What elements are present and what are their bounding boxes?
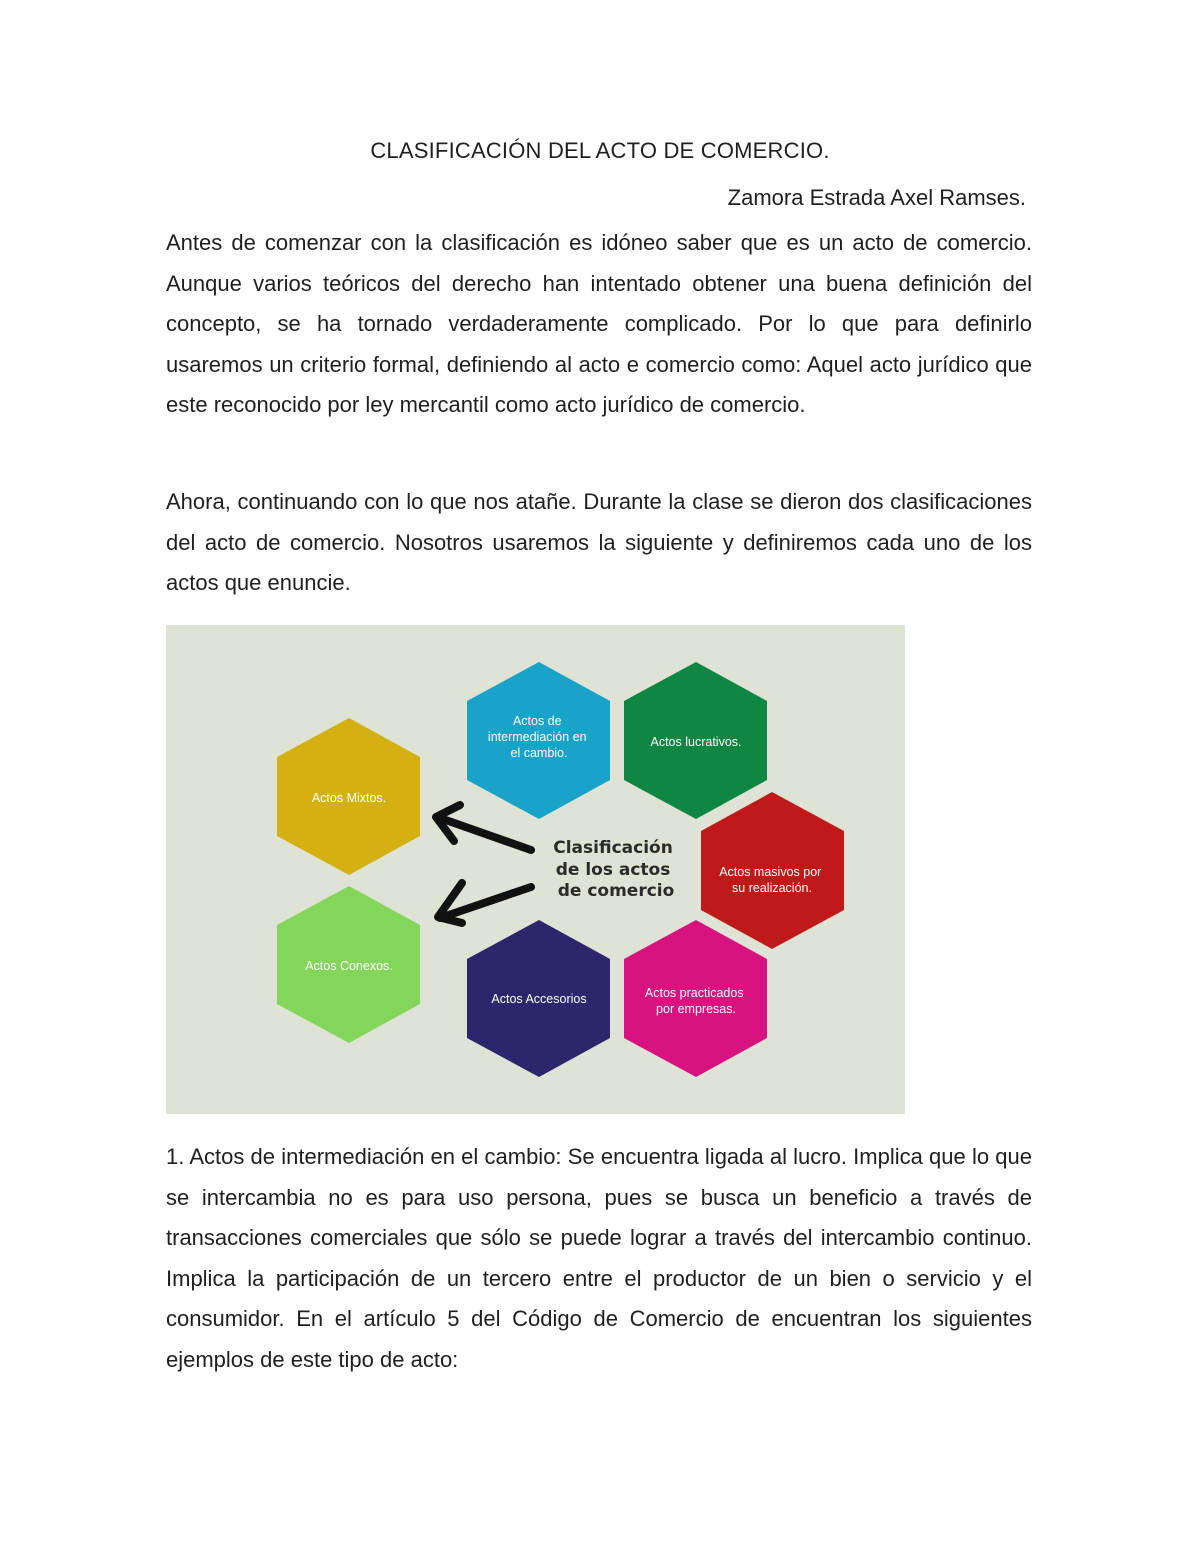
paragraph-context: Ahora, continuando con lo que nos atañe. Durante la clase se dieron dos clasificaciones del acto de comercio. Nosotros usaremos la siguiente y definiremos cada uno de los actos que enuncie.: [166, 489, 1032, 595]
paragraph-intermediacion: 1. Actos de intermediación en el cambio: Se encuentra ligada al lucro. Implica que lo que se intercambia no es para uso persona, pues se busca un beneficio a través de transacciones comerciales que sólo se puede lograr a través del intercambio continuo. Implica la participación de un tercero entre el productor de un bien o servicio y el consumidor. En el artículo 5 del Código de Comercio de encuentran los siguientes ejemplos de este tipo de acto:: [166, 1144, 1032, 1372]
hexagon-label: Actos masivos por su realización.: [719, 865, 822, 895]
paragraph-intro: Antes de comenzar con la clasificación es idóneo saber que es un acto de comercio. Aunque varios teóricos del derecho han intentado obtener una buena definición del concepto, se ha tornado verdaderamente complicado. Por lo que para definirlo usaremos un criterio formal, definiendo al acto e comercio como: Aquel acto jurídico que este reconocido por ley mercantil como acto jurídico de comercio.: [166, 230, 1032, 417]
diagram-canvas: [166, 625, 905, 1114]
hexagon-conexos: [277, 886, 420, 1043]
document-title: CLASIFICACIÓN DEL ACTO DE COMERCIO.: [370, 138, 830, 163]
hexagon-label: Actos lucrativos.: [650, 735, 742, 749]
arrow-to-conexos: [438, 883, 531, 923]
arrow-to-mixtos: [436, 805, 531, 850]
hexagon-accesorios: [467, 920, 610, 1077]
hexagon-intermediacion: [467, 662, 610, 819]
hexagon-mixtos: [277, 718, 420, 875]
hexagon-label: Actos practicados por empresas.: [644, 986, 744, 1016]
hexagon-label: Actos de intermediación en el cambio.: [487, 714, 587, 760]
hexagon-label: Actos Accesorios: [491, 992, 587, 1006]
diagram-center-title: Clasificación de los actos de comercio: [553, 838, 675, 901]
hexagon-label: Actos Conexos.: [305, 959, 393, 973]
hexagon-empresas: [624, 920, 767, 1077]
author-name: Zamora Estrada Axel Ramses.: [727, 185, 1026, 210]
hexagon-label: Actos Mixtos.: [311, 791, 387, 805]
hexagon-masivos: [701, 792, 844, 949]
arrow-head: [438, 883, 462, 923]
classification-diagram: [166, 625, 905, 1114]
hexagon-lucrativos: [624, 662, 767, 819]
